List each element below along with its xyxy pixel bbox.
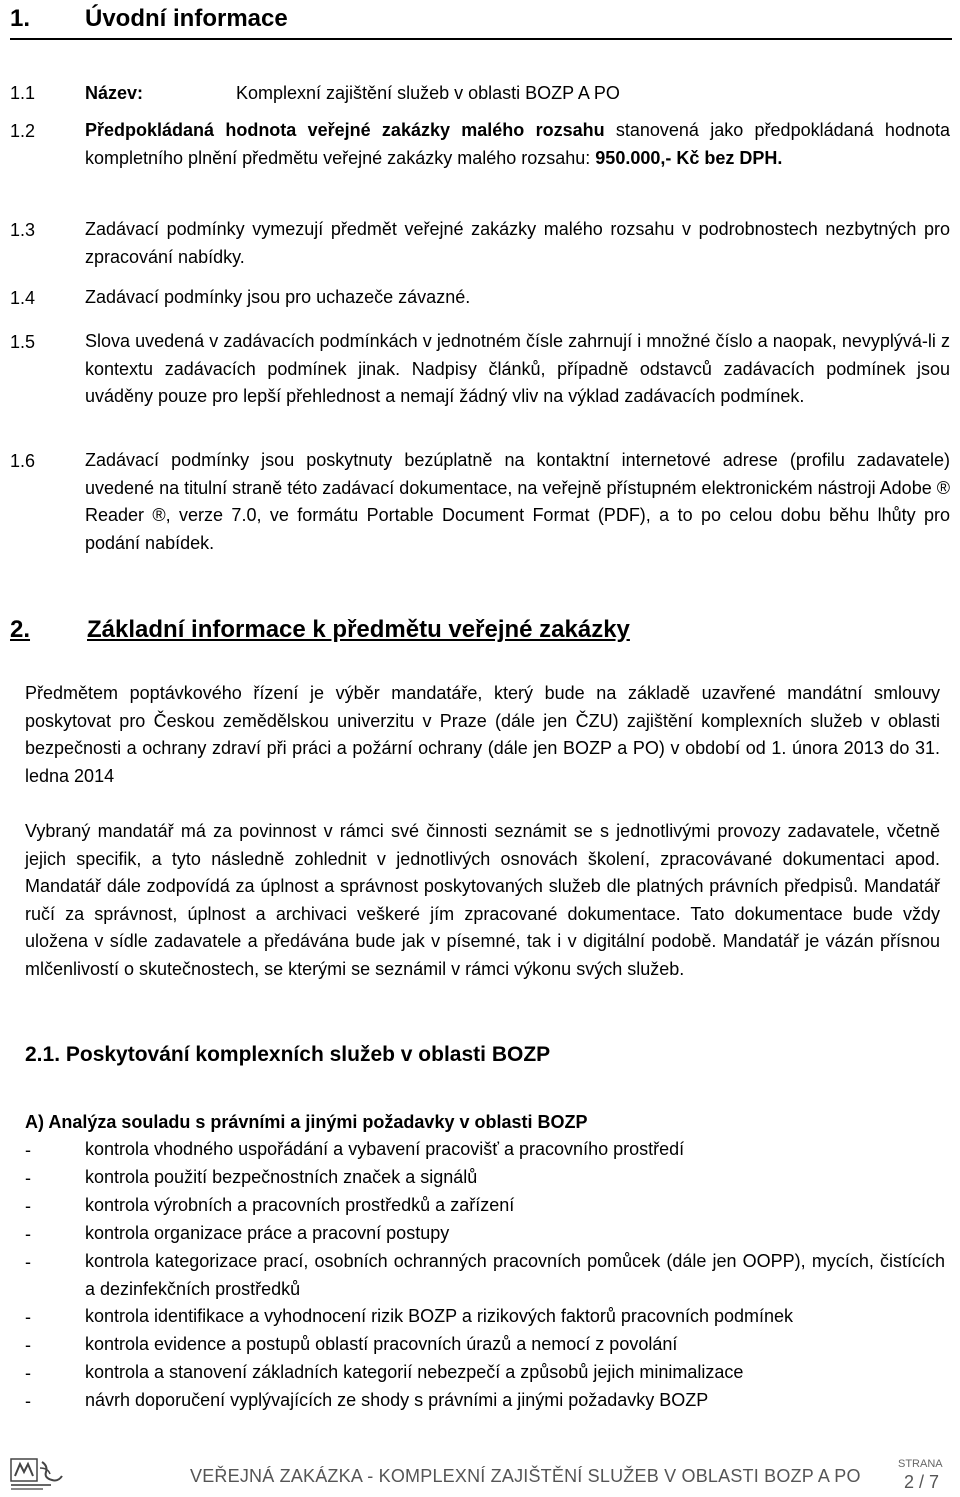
list-dash: -	[25, 1307, 31, 1327]
item-1-1-label: Název:	[85, 83, 144, 103]
item-1-2-bold: Předpokládaná hodnota veřejné zakázky malého rozsahu	[85, 120, 605, 140]
list-item: kontrola evidence a postupů oblastí pracovních úrazů a nemocí z povolání	[85, 1334, 678, 1354]
item-1-5-number: 1.5	[10, 332, 36, 352]
list-dash: -	[25, 1168, 31, 1188]
item-1-2-amount: 950.000,- Kč bez DPH.	[595, 147, 783, 168]
item-1-6-number: 1.6	[10, 451, 36, 471]
list-item: kontrola výrobních a pracovních prostředků a zařízení	[85, 1195, 515, 1215]
item-1-4-text: Zadávací podmínky jsou pro uchazeče závazné.	[85, 287, 471, 307]
list-dash: -	[25, 1335, 31, 1355]
section-2-1-title: 2.1. Poskytování komplexních služeb v oblasti BOZP	[25, 1043, 551, 1066]
footer-page-number: 2 / 7	[904, 1472, 940, 1492]
list-item: kontrola organizace práce a pracovní postupy	[85, 1223, 450, 1243]
list-dash: -	[25, 1252, 31, 1272]
list-item: kontrola použití bezpečnostních značek a signálů	[85, 1167, 478, 1187]
item-1-5-text: Slova uvedená v zadávacích podmínkách v jednotném čísle zahrnují i množné číslo a naopak, nevyplývá-li z kontextu zadávacích podmínek jinak. Nadpisy článků, případně odstavců zadávacích podmínek jsou uváděny pouze pro lepší přehlednost a nemají žádný vliv na výklad zadávacích podmínek.	[85, 331, 950, 406]
section-1-title: Úvodní informace	[85, 5, 288, 32]
section-1-number: 1.	[10, 5, 31, 32]
list-item: kontrola identifikace a vyhodnocení rizik BOZP a rizikových faktorů pracovních podmínek	[85, 1306, 794, 1326]
footer-title: VEŘEJNÁ ZAKÁZKA - KOMPLEXNÍ ZAJIŠTĚNÍ SLUŽEB V OBLASTI BOZP A PO	[190, 1466, 861, 1486]
item-1-1-number: 1.1	[10, 83, 36, 103]
list-item: kontrola vhodného uspořádání a vybavení pracovišť a pracovního prostředí	[85, 1139, 685, 1159]
item-1-4-number: 1.4	[10, 288, 36, 308]
item-1-2-rest: stanovená jako předpokládaná hodnota kompletního plnění předmětu veřejné zakázky malého rozsahu:	[85, 120, 950, 168]
item-1-3-text: Zadávací podmínky vymezují předmět veřejné zakázky malého rozsahu v podrobnostech nezbytných pro zpracování nabídky.	[85, 219, 950, 267]
item-1-2-number: 1.2	[10, 121, 36, 141]
list-item: kontrola kategorizace prací, osobních ochranných pracovních pomůcek (dále jen OOPP), mycích, čistících a dezinfekčních prostředků	[85, 1251, 945, 1299]
section-2-paragraph-1: Předmětem poptávkového řízení je výběr mandatáře, který bude na základě uzavřené mandátní smlouvy poskytovat pro Českou zemědělskou univerzitu v Praze (dále jen ČZU) zajištění komplexních služeb v oblasti bezpečnosti a ochrany zdraví při práci a požární ochrany (dále jen BOZP a PO) v období od 1. února 2013 do 31. ledna 2014	[25, 683, 940, 786]
czu-logo	[10, 1458, 68, 1492]
footer-page-label: STRANA	[898, 1458, 943, 1470]
item-1-1-value: Komplexní zajištění služeb v oblasti BOZP A PO	[236, 83, 620, 103]
section-2-paragraph-2: Vybraný mandatář má za povinnost v rámci své činnosti seznámit se s jednotlivými provozy zadavatele, včetně jejich specifik, a tyto následně zohlednit v jednotlivých osnovách školení, zpracovávané dokumentaci apod. Mandatář dále zodpovídá za úplnost a správnost poskytovaných služeb dle platných právních předpisů. Mandatář ručí za správnost, úplnost a archivaci veškeré jím zpracované dokumentace. Tato dokumentace bude vždy uložena v sídle zadavatele a předávána bude jak v písemné, tak i v digitální podobě. Mandatář je vázán přísnou mlčenlivostí o skutečnostech, se kterými se seznámil v rámci výkonu svých služeb.	[25, 821, 940, 979]
section-1-rule	[10, 38, 952, 40]
subsection-a-title: A) Analýza souladu s právními a jinými požadavky v oblasti BOZP	[25, 1112, 588, 1132]
item-1-2-text	[85, 117, 950, 172]
czu-logo-icon	[10, 1458, 68, 1492]
list-dash: -	[25, 1196, 31, 1216]
list-dash: -	[25, 1224, 31, 1244]
section-2-title: Základní informace k předmětu veřejné zakázky	[87, 616, 630, 643]
list-dash: -	[25, 1363, 31, 1383]
list-dash: -	[25, 1140, 31, 1160]
item-1-3-number: 1.3	[10, 220, 36, 240]
list-item: kontrola a stanovení základních kategorií nebezpečí a způsobů jejich minimalizace	[85, 1362, 744, 1382]
list-dash: -	[25, 1391, 31, 1411]
section-2-number: 2.	[10, 616, 31, 643]
item-1-6-text: Zadávací podmínky jsou poskytnuty bezúplatně na kontaktní internetové adrese (profilu zadavatele) uvedené na titulní straně této zadávací dokumentace, na veřejně přístupném elektronickém nástroji Adobe ® Reader ®, verze 7.0, ve formátu Portable Document Format (PDF), a to po celou dobu běhu lhůty pro podání nabídek.	[85, 450, 950, 553]
list-item: návrh doporučení vyplývajících ze shody s právními a jinými požadavky BOZP	[85, 1390, 709, 1410]
